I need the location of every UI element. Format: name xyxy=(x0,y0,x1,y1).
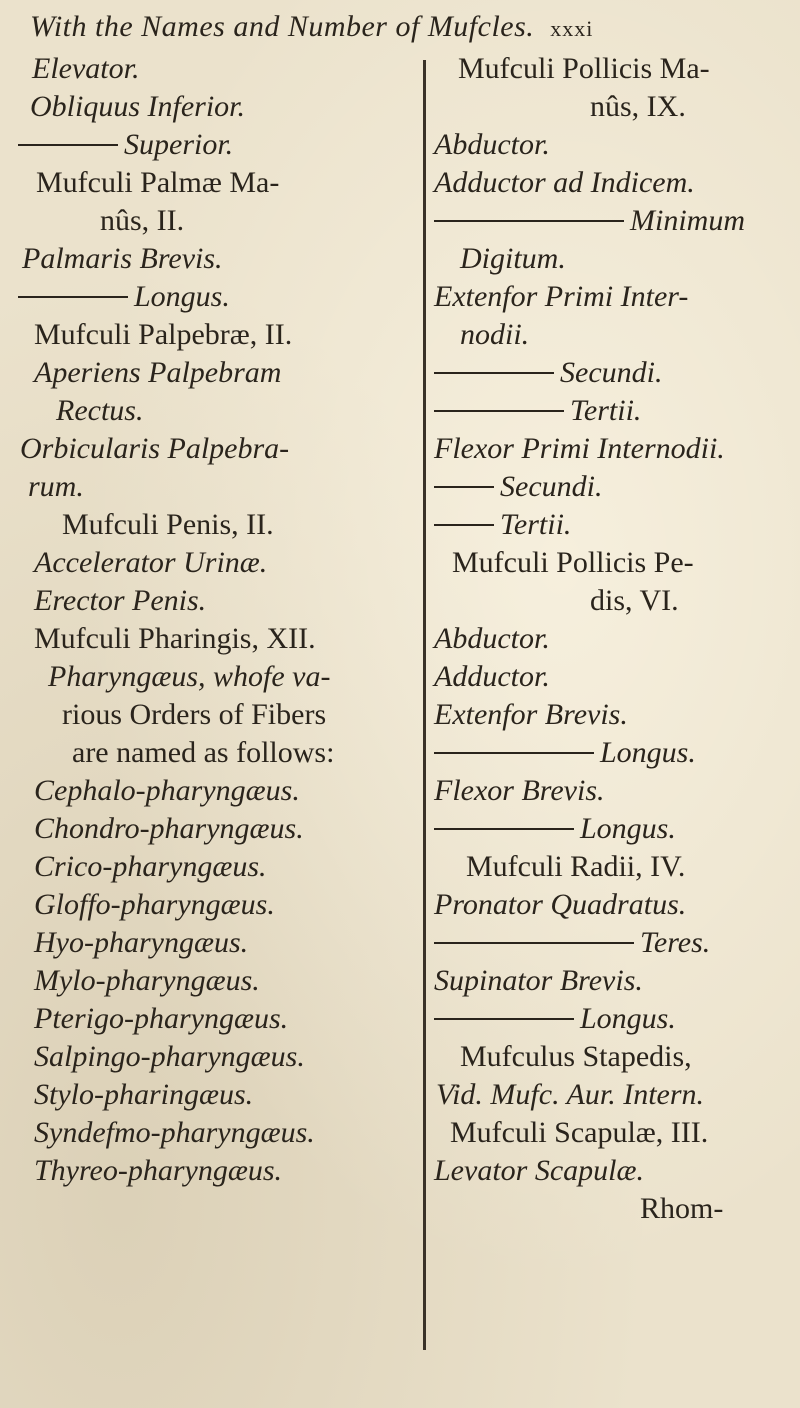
list-item: Palmaris Brevis. xyxy=(22,242,223,275)
list-item: rum. xyxy=(28,470,84,503)
list-item: Longus. xyxy=(430,734,800,772)
list-item: Adductor ad Indicem. xyxy=(434,166,695,199)
section-heading: Mufculus Stapedis, xyxy=(460,1040,692,1073)
list-item: Flexor Brevis. xyxy=(434,774,605,807)
section-heading: Mufculi Pollicis Ma- xyxy=(458,52,710,85)
list-item: Teres. xyxy=(430,924,800,962)
list-item: Hyo-pharyngæus. xyxy=(34,926,249,959)
section-heading: Mufculi Pharingis, XII. xyxy=(34,622,316,655)
list-item: Gloffo-pharyngæus. xyxy=(34,888,275,921)
list-item: Pterigo-pharyngæus. xyxy=(34,1002,289,1035)
column-divider xyxy=(423,60,426,1350)
list-item: Levator Scapulæ. xyxy=(434,1154,644,1187)
page-number: xxxi xyxy=(550,16,594,41)
list-item: Orbicularis Palpebra- xyxy=(20,432,290,465)
list-item: Vid. Mufc. Aur. Intern. xyxy=(436,1078,705,1111)
section-heading: Mufculi Scapulæ, III. xyxy=(450,1116,709,1149)
ditto-dash xyxy=(434,410,564,412)
ditto-dash xyxy=(434,942,634,944)
list-item: Pharyngæus, whofe va- xyxy=(48,660,331,693)
list-item: Extenfor Primi Inter- xyxy=(434,280,689,313)
ditto-dash xyxy=(434,828,574,830)
list-item: Abductor. xyxy=(434,622,550,655)
ditto-dash xyxy=(434,486,494,488)
text-line: rious Orders of Fibers xyxy=(62,698,327,731)
ditto-dash xyxy=(434,752,594,754)
list-item: Crico-pharyngæus. xyxy=(34,850,267,883)
list-item: Stylo-pharingæus. xyxy=(34,1078,254,1111)
list-item: Minimum xyxy=(430,202,800,240)
list-item: Digitum. xyxy=(460,242,566,275)
list-item: Extenfor Brevis. xyxy=(434,698,628,731)
ditto-dash xyxy=(18,296,128,298)
list-item: Tertii. xyxy=(430,506,800,544)
list-item: nodii. xyxy=(460,318,530,351)
running-header xyxy=(30,10,790,44)
section-heading: nûs, IX. xyxy=(590,90,686,123)
section-heading: dis, VI. xyxy=(590,584,679,617)
section-heading: Mufculi Penis, II. xyxy=(62,508,274,541)
list-item: Syndefmo-pharyngæus. xyxy=(34,1116,315,1149)
list-item: Longus. xyxy=(0,278,420,316)
list-item: Secundi. xyxy=(430,468,800,506)
section-heading: Mufculi Radii, IV. xyxy=(466,850,686,883)
right-column xyxy=(430,50,800,1228)
list-item: Rectus. xyxy=(56,394,144,427)
section-heading: Mufculi Pollicis Pe- xyxy=(452,546,694,579)
list-item: Chondro-pharyngæus. xyxy=(34,812,304,845)
ditto-dash xyxy=(434,1018,574,1020)
list-item: Tertii. xyxy=(430,392,800,430)
list-item: Adductor. xyxy=(434,660,550,693)
list-item: Salpingo-pharyngæus. xyxy=(34,1040,305,1073)
list-item: Secundi. xyxy=(430,354,800,392)
list-item: Supinator Brevis. xyxy=(434,964,643,997)
list-item: Longus. xyxy=(430,1000,800,1038)
list-item: Mylo-pharyngæus. xyxy=(34,964,260,997)
list-item: Cephalo-pharyngæus. xyxy=(34,774,300,807)
list-item: Accelerator Urinæ. xyxy=(34,546,268,579)
ditto-dash xyxy=(434,372,554,374)
list-item: Elevator. xyxy=(32,52,140,85)
list-item: Aperiens Palpebram xyxy=(34,356,282,389)
list-item: Abductor. xyxy=(434,128,550,161)
ditto-dash xyxy=(18,144,118,146)
list-item: Pronator Quadratus. xyxy=(434,888,687,921)
ditto-dash xyxy=(434,524,494,526)
list-item: Flexor Primi Internodii. xyxy=(434,432,725,465)
list-item: Longus. xyxy=(430,810,800,848)
ditto-dash xyxy=(434,220,624,222)
catchword: Rhom- xyxy=(640,1192,724,1225)
list-item: Thyreo-pharyngæus. xyxy=(34,1154,283,1187)
list-item: Erector Penis. xyxy=(34,584,207,617)
list-item: Obliquus Inferior. xyxy=(30,90,246,123)
section-heading: Mufculi Palpebræ, II. xyxy=(34,318,293,351)
section-heading: Mufculi Palmæ Ma- xyxy=(36,166,280,199)
left-column xyxy=(0,50,420,1190)
list-item: Superior. xyxy=(0,126,420,164)
text-line: are named as follows: xyxy=(72,736,335,769)
section-heading: nûs, II. xyxy=(100,204,185,237)
header-title: With the Names and Number of Mufcles. xyxy=(30,10,535,43)
